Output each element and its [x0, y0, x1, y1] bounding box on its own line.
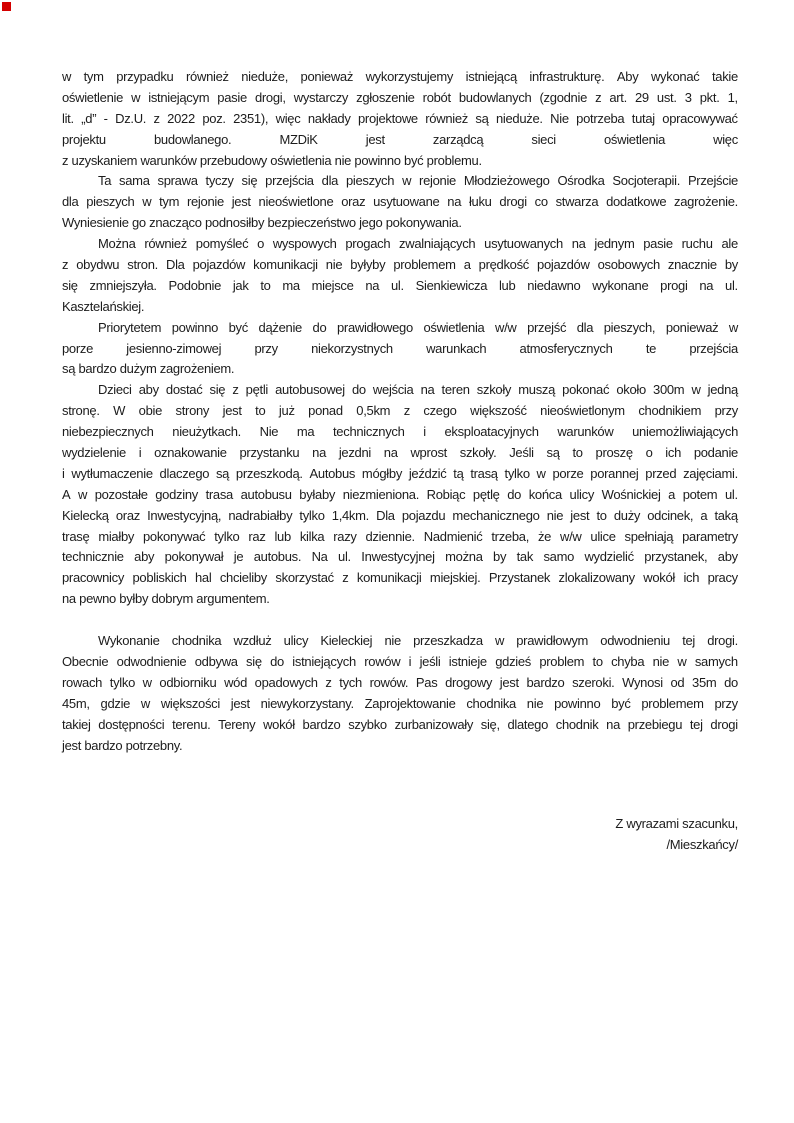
text-line: Wykonanie chodnika wzdłuż ulicy Kieleckiej nie przeszkadza w prawidłowym odwodnieniu tej drogi. [98, 633, 738, 649]
text-line: Kasztelańskiej. [62, 298, 145, 314]
signature-block [62, 814, 738, 856]
text-line: i wytłumaczenie dlaczego są przeszkodą. Autobus mógłby jeździć tą trasą tylko w porze porannej przed zajęciami. [62, 465, 738, 481]
text-line: dla pieszych w tym rejonie jest nieoświetlone oraz usytuowane na łuku drogi co stwarza dodatkowe zagrożenie. [62, 194, 738, 210]
red-corner-marker [2, 2, 11, 11]
text-line: oświetlenie w istniejącym pasie drogi, wystarczy zgłoszenie robót budowlanych (zgodnie z art. 29 ust. 3 pkt. 1, [62, 89, 738, 105]
text-line: są bardzo dużym zagrożeniem. [62, 361, 235, 377]
text-line: jest bardzo potrzebny. [62, 737, 183, 753]
text-line: Kielecką oraz Inwestycyjną, nadrabiałby tylko 1,4km. Dla pojazdu mechanicznego nie jest to duży odcinek, a taką [62, 507, 738, 523]
text-line: niebezpiecznych nieużytkach. Nie ma technicznych i eksploatacyjnych warunków uniemożliwiających [62, 424, 738, 440]
text-line: z obydwu stron. Dla pojazdów komunikacji nie byłyby problemem a prędkość pojazdów osobowych znacznie by [62, 257, 738, 273]
text-line: Wyniesienie go znacząco podnosiłby bezpieczeństwo jego pokonywania. [62, 215, 462, 231]
signature-closing: Z wyrazami szacunku, [615, 816, 738, 831]
text-line: 45m, gdzie w większości jest niewykorzystany. Zaprojektowanie chodnika nie powinno być problemem przy [62, 695, 738, 711]
text-line: Dzieci aby dostać się z pętli autobusowej do wejścia na teren szkoły muszą pokonać około 300m w jedną [98, 382, 738, 398]
text-line: Priorytetem powinno być dążenie do prawidłowego oświetlenia w/w przejść dla pieszych, ponieważ w [98, 319, 738, 335]
text-line: z uzyskaniem warunków przebudowy oświetlenia nie powinno być problemu. [62, 152, 482, 168]
signature-author: /Mieszkańcy/ [666, 836, 738, 852]
text-line: trasę miałby pokonywać tylko raz lub kilka razy dziennie. Nadmienić trzeba, że w/w ulice spełniają parametry [62, 528, 738, 544]
text-line: Ta sama sprawa tyczy się przejścia dla pieszych w rejonie Młodzieżowego Ośrodka Socjoterapii. Przejście [98, 173, 738, 189]
text-line: się zmniejszyła. Podobnie jak to ma miejsce na ul. Sienkiewicza lub niedawno wykonane progi na ul. [62, 277, 738, 293]
text-line: lit. „d” - Dz.U. z 2022 poz. 2351), więc nakłady projektowe również są nieduże. Nie potrzeba tutaj opracowywać [62, 110, 738, 126]
text-line: Można również pomyśleć o wyspowych progach zwalniających usytuowanych na jednym pasie ruchu ale [98, 236, 738, 252]
blank-line [62, 610, 738, 631]
text-line: stronę. W obie strony jest to już ponad 0,5km z czego większość nieoświetlonym chodnikiem przy [62, 403, 738, 419]
document-body [62, 67, 738, 756]
text-line: technicznie aby pokonywał je autobus. Na ul. Inwestycyjnej można by tak samo wydzielić przystanek, aby [62, 549, 738, 565]
text-line: takiej dostępności terenu. Tereny wokół bardzo szybko zurbanizowały się, dlatego chodnik na przebiegu tej drogi [62, 716, 738, 732]
text-line: A w pozostałe godziny trasa autobusu byłaby niezmieniona. Robiąc pętlę do końca ulicy Wośnickiej a potem ul. [62, 486, 738, 502]
text-line: na pewno byłby dobrym argumentem. [62, 591, 270, 607]
text-line: pracownicy pobliskich hal chcieliby skorzystać z komunikacji miejskiej. Przystanek zlokalizowany wokół ich pracy [62, 570, 738, 586]
text-line: rowach tylko w odbiorniku wód opadowych z tych rowów. Pas drogowy jest bardzo szeroki. Wynosi od 35m do [62, 674, 738, 690]
text-line: projektu budowlanego. MZDiK jest zarządcą sieci oświetlenia więc [62, 131, 738, 147]
text-line: w tym przypadku również nieduże, ponieważ wykorzystujemy istniejącą infrastrukturę. Aby wykonać takie [62, 69, 738, 84]
text-line: wydzielenie i oznakowanie przystanku na jezdni na wprost szkoły. Jeśli są to proszę o ich podanie [62, 445, 738, 461]
text-line: Obecnie odwodnienie odbywa się do istniejących rowów i jeśli istnieje gdzieś problem to chyba nie w samych [62, 653, 738, 669]
text-line: porze jesienno-zimowej przy niekorzystnych warunkach atmosferycznych te przejścia [62, 340, 738, 356]
